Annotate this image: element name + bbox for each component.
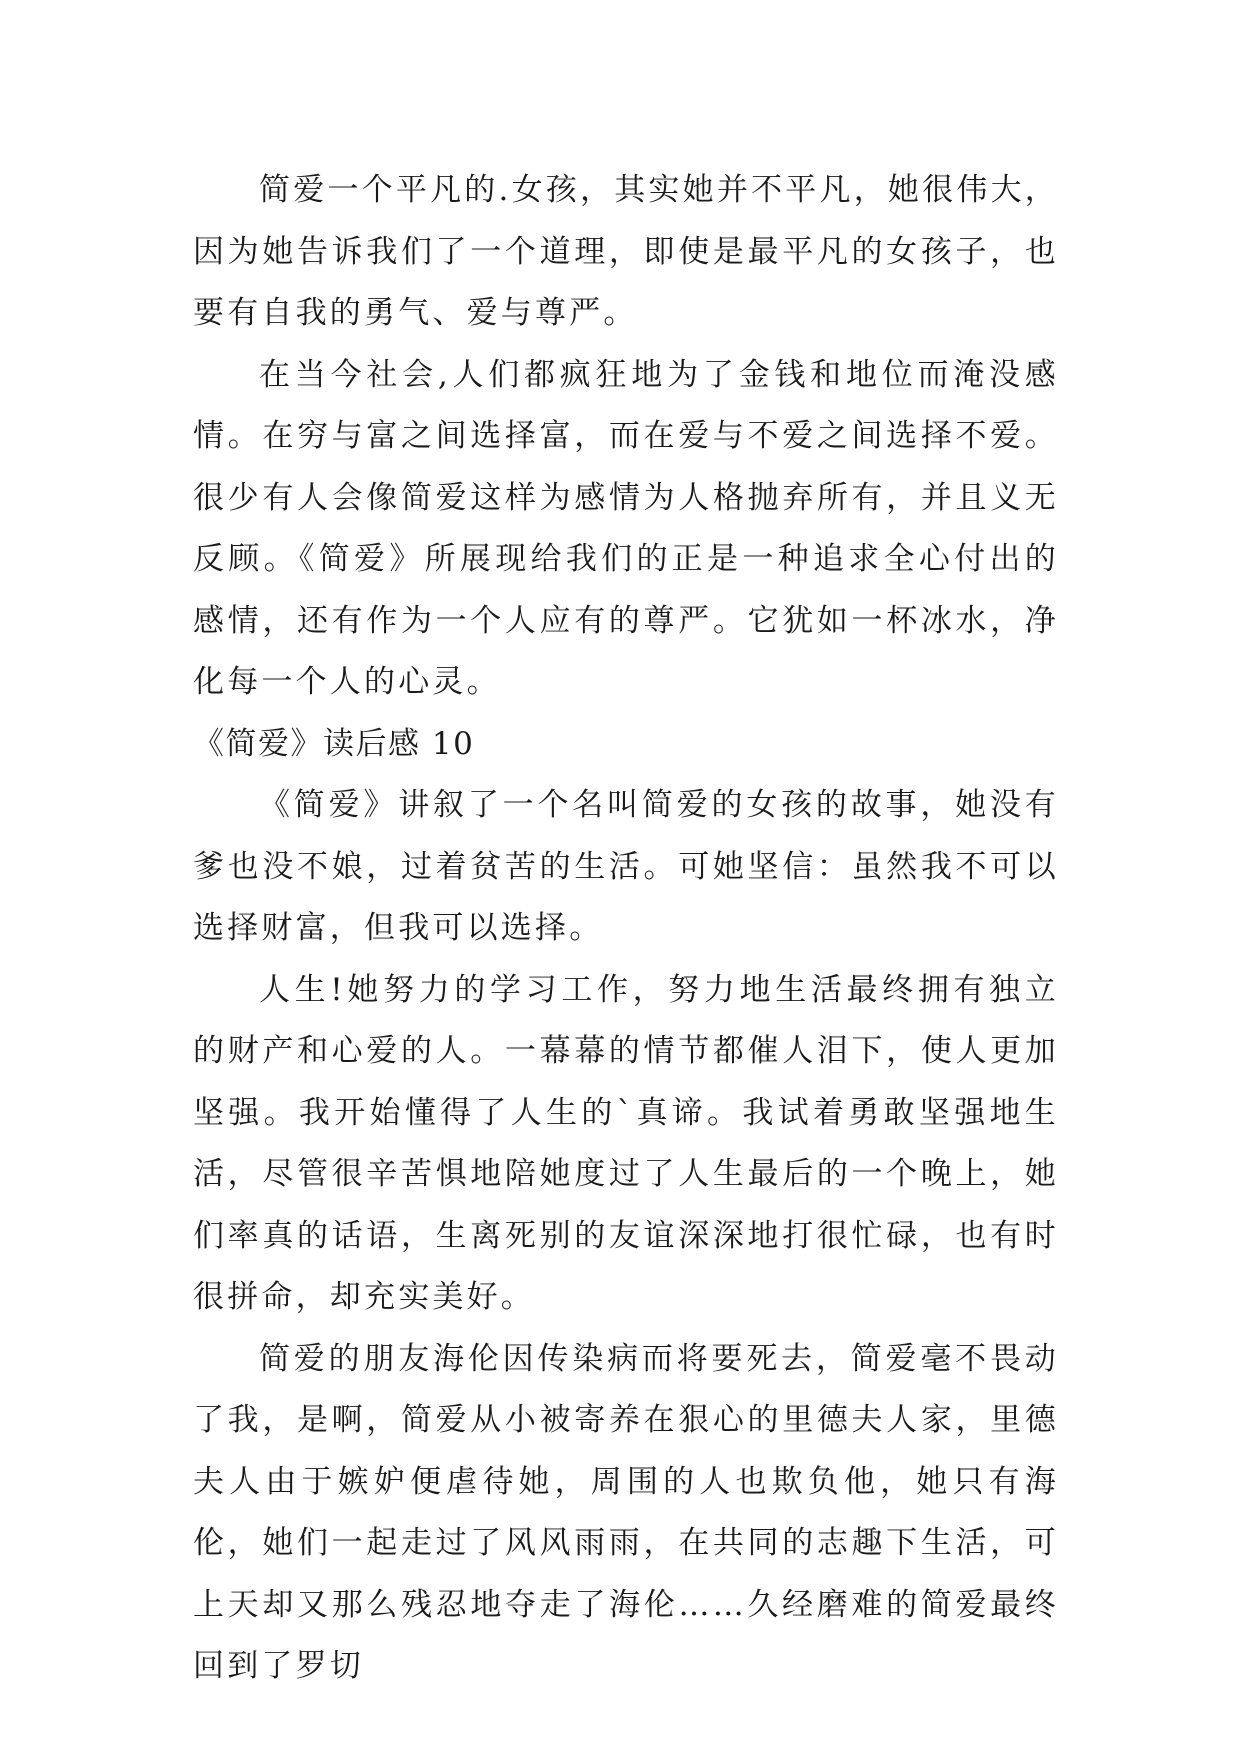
paragraph: 简爱的朋友海伦因传染病而将要死去，简爱毫不畏动了我，是啊，简爱从小被寄养在狠心的里德夫人家，里德夫人由于嫉妒便虐待她，周围的人也欺负他，她只有海伦，她们一起走过了风风雨雨，在共同的志趣下生活，可上天却又那么残忍地夺走了海伦……久经磨难的简爱最终回到了罗切: [193, 1340, 1059, 1684]
paragraph: 简爱一个平凡的.女孩，其实她并不平凡，她很伟大，因为她告诉我们了一个道理，即使是最平凡的女孩子，也要有自我的勇气、爱与尊严。: [193, 172, 1059, 331]
section-title: 《简爱》读后感 10: [193, 725, 475, 762]
document-body: [193, 160, 1059, 1698]
paragraph: 《简爱》讲叙了一个名叫简爱的女孩的故事，她没有爹也没不娘，过着贫苦的生活。可她坚信：虽然我不可以选择财富，但我可以选择。: [193, 787, 1059, 946]
paragraph: 在当今社会,人们都疯狂地为了金钱和地位而淹没感情。在穷与富之间选择富，而在爱与不爱之间选择不爱。很少有人会像简爱这样为感情为人格抛弃所有，并且义无反顾。《简爱》所展现给我们的正是一种追求全心付出的感情，还有作为一个人应有的尊严。它犹如一杯冰水，净化每一个人的心灵。: [193, 356, 1059, 700]
paragraph: 人生!她努力的学习工作，努力地生活最终拥有独立的财产和心爱的人。一幕幕的情节都催人泪下，使人更加坚强。我开始懂得了人生的`真谛。我试着勇敢坚强地生活，尽管很辛苦惧地陪她度过了人生最后的一个晚上，她们率真的话语，生离死别的友谊深深地打很忙碌，也有时很拼命，却充实美好。: [193, 971, 1059, 1315]
